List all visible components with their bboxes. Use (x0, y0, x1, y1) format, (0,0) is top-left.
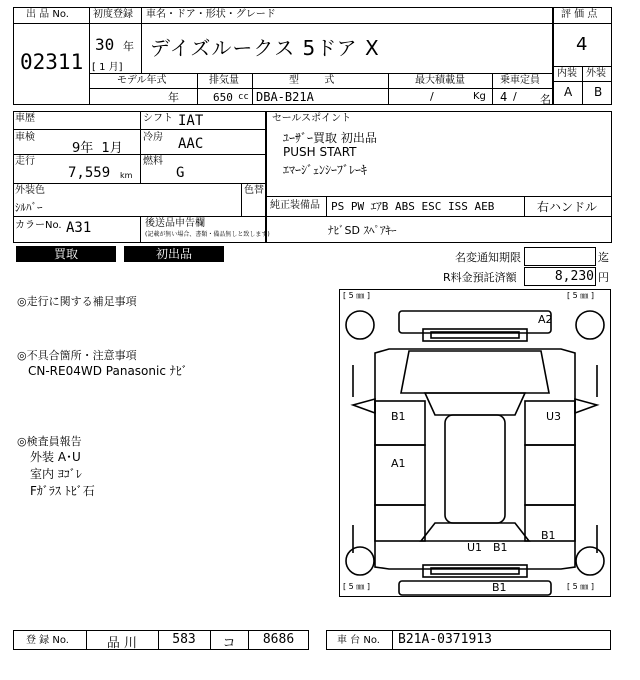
interior-grade: A (564, 85, 573, 99)
displacement-label: 排気量 (209, 75, 239, 86)
displacement-value: 650 (213, 91, 233, 104)
capacity-slash: / (513, 90, 517, 103)
model-code-label: 型 式 (289, 75, 335, 86)
model-year-label: モデル年式 (117, 75, 167, 86)
fuel-label: 燃料 (143, 156, 163, 167)
tire-label-front-left: [ 5 ㎜ ] (343, 291, 370, 300)
model-year-unit: 年 (168, 91, 179, 104)
inspection-label: 車検 (15, 132, 35, 143)
reg-year: 30 (95, 35, 115, 54)
score-value: 4 (576, 34, 588, 55)
tire-label-front-right: [ 5 ㎜ ] (567, 291, 594, 300)
inspection-value: 9年 1月 (72, 141, 123, 156)
lot-number: 02311 (20, 50, 84, 74)
aircon-label: 冷房 (143, 132, 163, 143)
tag-first-listing: 初出品 (124, 246, 224, 262)
inspector-heading: ◎検査員報告 (17, 435, 82, 448)
shift-label: シフト (143, 113, 173, 124)
aircon-value: AAC (178, 136, 204, 152)
history-label: 車歴 (15, 113, 35, 124)
exterior-grade: B (594, 85, 603, 99)
tire-label-rear-left: [ 5 ㎜ ] (343, 582, 370, 591)
registration-kana: コ (222, 636, 236, 651)
tag-buyback: 買取 (16, 246, 116, 262)
recycle-label: R料金預託済額 (443, 271, 517, 284)
inspector-line-2: 室内 ﾖｺﾞﾚ (30, 467, 82, 481)
damage-mark-rear-gate: U1 (467, 541, 483, 554)
driving-notes-heading: ◎走行に関する補足事項 (17, 295, 137, 308)
registration-class: 583 (172, 632, 196, 647)
damage-mark-right-quarter: B1 (541, 529, 556, 542)
vehicle-name: デイズルークス 5ドア X (150, 36, 380, 60)
tire-label-rear-right: [ 5 ㎜ ] (567, 582, 594, 591)
standard-equipment-label: 純正装備品 (270, 200, 320, 211)
name-change-box (524, 247, 596, 266)
color-no-label: カラーNo. (15, 220, 62, 231)
fuel-value: G (176, 165, 185, 181)
standard-equipment: PS PW ｴｱB ABS ESC ISS AEB (331, 200, 495, 213)
chassis-number: B21A-0371913 (398, 632, 492, 647)
name-change-unit: 迄 (598, 251, 609, 264)
capacity-value: 4 (500, 90, 508, 104)
damage-mark-right-front-door: U3 (546, 410, 562, 423)
shift-value: IAT (178, 113, 204, 129)
mileage-label: 走行 (15, 156, 35, 167)
docs-note: (記載が無い場合、書類・備品無しと致します) (145, 231, 270, 238)
recycle-unit: 円 (598, 271, 609, 284)
reg-year-unit: 年 (123, 40, 134, 53)
registration-number: 8686 (262, 632, 295, 647)
color-change-label: 色替 (244, 185, 264, 196)
sales-point-label: セールスポイント (272, 113, 352, 124)
car-diagram (339, 289, 611, 597)
capacity-label: 乗車定員 (500, 75, 540, 86)
defects-heading: ◎不具合箇所・注意事項 (17, 349, 137, 362)
steering-side: 右ハンドル (537, 200, 598, 214)
capacity-unit: 名 (540, 93, 551, 106)
damage-mark-front-bumper: A2 (538, 313, 553, 326)
interior-label: 内装 (557, 68, 577, 79)
registration-label: 登 録 No. (26, 635, 69, 646)
name-change-label: 名変通知期限 (455, 251, 521, 264)
damage-mark-left-rear-door: A1 (391, 457, 406, 470)
options: ﾅﾋﾞSD ｽﾍﾟｱｷｰ (328, 224, 397, 237)
chassis-label: 車 台 No. (337, 635, 380, 646)
sales-line-3: ｴﾏｰｼﾞｪﾝｼｰﾌﾞﾚｰｷ (283, 163, 368, 177)
color-no-value: A31 (66, 220, 92, 236)
max-load-slash: / (430, 90, 434, 103)
inspector-line-1: 外装 A･U (30, 450, 81, 464)
docs-label: 後送品申告欄 (145, 218, 205, 229)
mileage-unit: km (120, 171, 133, 180)
ext-color-label: 外装色 (15, 185, 45, 196)
recycle-amount: 8,230 (554, 269, 594, 284)
inspector-line-3: Fｶﾞﾗｽ ﾄﾋﾞ石 (30, 484, 95, 498)
max-load-label: 最大積載量 (415, 75, 465, 86)
max-load-unit: Kg (473, 91, 486, 102)
score-label: 評 価 点 (561, 9, 598, 20)
damage-mark-rear-gate-2: B1 (493, 541, 508, 554)
reg-month: [ 1 月] (92, 62, 123, 73)
mileage-value: 7,559 (68, 165, 111, 181)
exterior-label: 外装 (586, 68, 606, 79)
vehicle-name-label: 車名・ドア・形状・グレード (146, 9, 276, 20)
damage-mark-left-front-door: B1 (391, 410, 406, 423)
sales-line-2: PUSH START (283, 145, 357, 159)
damage-mark-rear-bumper: B1 (492, 581, 507, 594)
first-reg-label: 初度登録 (93, 9, 133, 20)
sales-line-1: ﾕｰｻﾞｰ買取 初出品 (283, 131, 377, 145)
ext-color-value: ｼﾙﾊﾞｰ (15, 201, 43, 214)
displacement-unit: cc (238, 92, 249, 102)
lot-label: 出 品 No. (26, 9, 69, 20)
registration-area: 品 川 (106, 636, 138, 651)
model-code: DBA-B21A (256, 90, 314, 104)
defects-line: CN-RE04WD Panasonic ﾅﾋﾞ (28, 364, 188, 378)
